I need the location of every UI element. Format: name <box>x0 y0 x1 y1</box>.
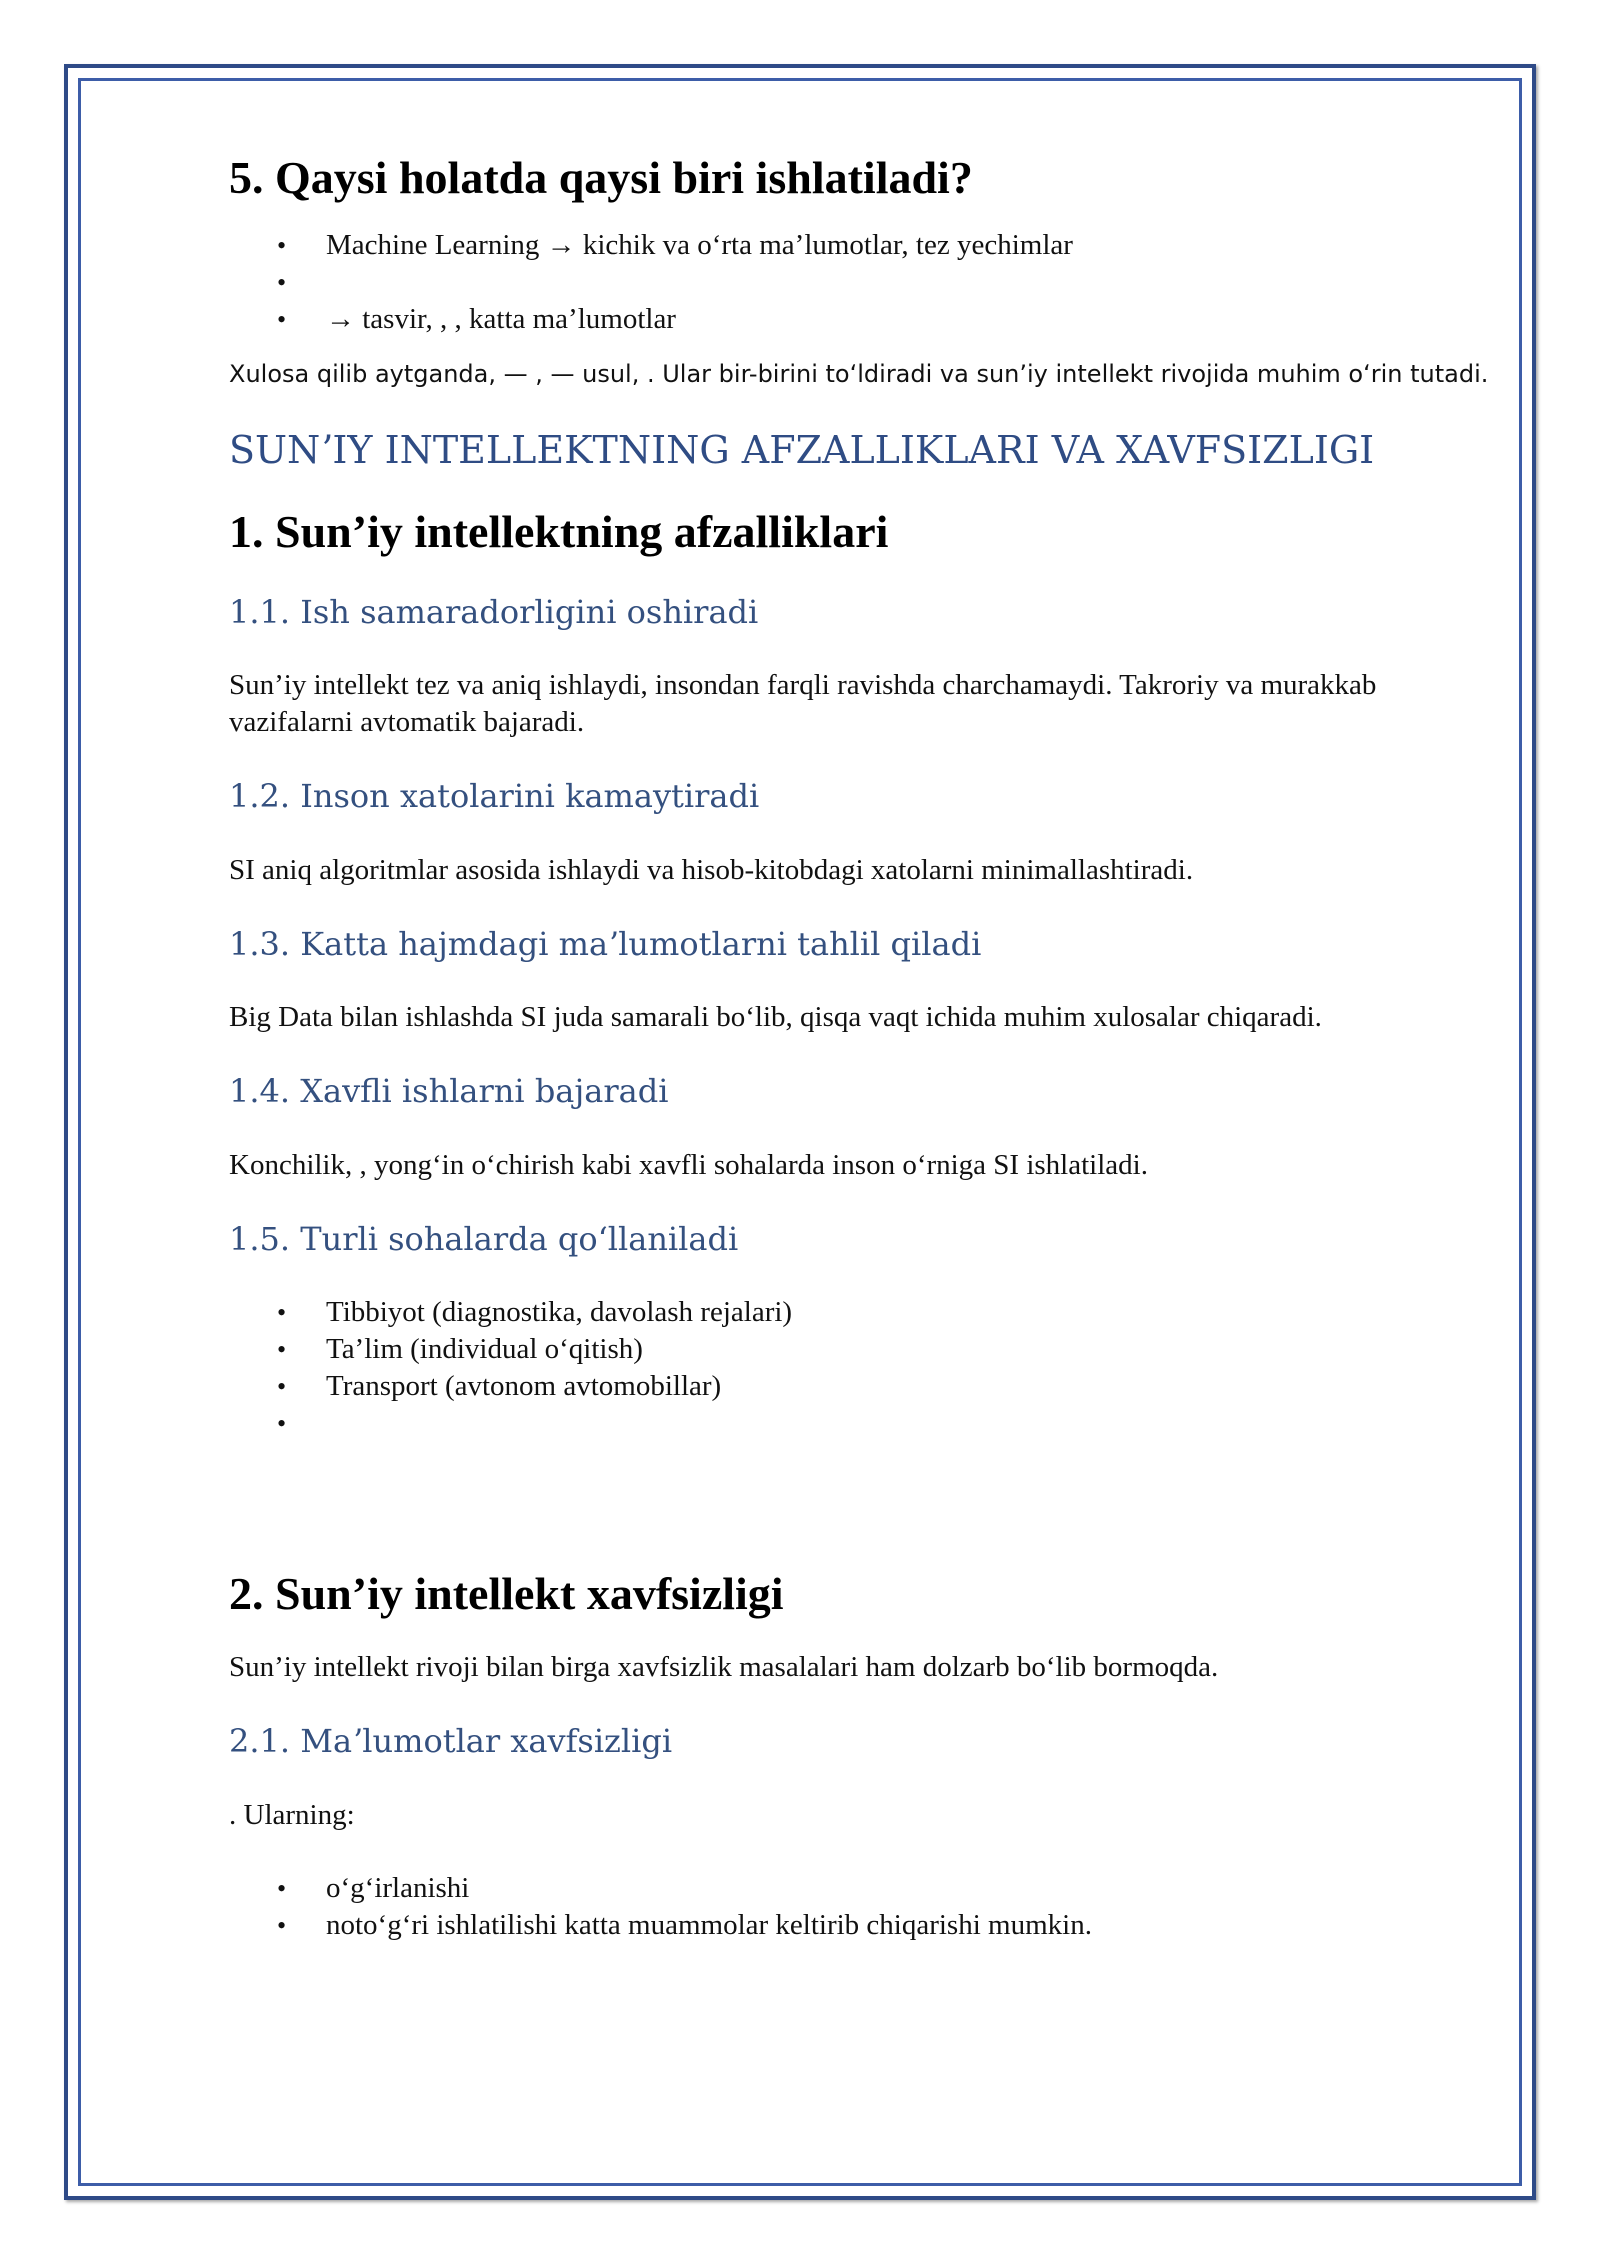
list-item: • Taʼlim (individual oʻqitish) <box>229 1331 1489 1368</box>
list-item: • → tasvir, , , katta maʼlumotlar <box>229 301 1489 338</box>
summary-paragraph: Xulosa qilib aytganda, — , — usul, . Ular bir-birini toʻldiradi va sunʼiy intellekt rivojida muhim oʻrin tutadi. <box>229 360 1489 389</box>
subsection-2-1-bullet-list <box>229 1870 1489 1944</box>
subsection-1-5-bullet-list <box>229 1294 1489 1442</box>
subsection-1-1-text: Sunʼiy intellekt tez va aniq ishlaydi, insondan farqli ravishda charchamaydi. Takroriy va murakkab vazifalarni avtomatik bajaradi. <box>229 669 1377 739</box>
list-item: • Tibbiyot (diagnostika, davolash rejalari) <box>229 1294 1489 1331</box>
subsection-1-3-text: Big Data bilan ishlashda SI juda samarali boʻlib, qisqa vaqt ichida muhim xulosalar chiqaradi. <box>229 1001 1322 1034</box>
subsection-1-4-text: Konchilik, , yongʻin oʻchirish kabi xavfli sohalarda inson oʻrniga SI ishlatiladi. <box>229 1148 1148 1181</box>
list-item: • Transport (avtonom avtomobillar) <box>229 1368 1489 1405</box>
main-title: SUNʼIY INTELLEKTNING AFZALLIKLARI VA XAVFSIZLIGI <box>229 428 1375 473</box>
list-item: • Machine Learning → kichik va oʻrta maʼlumotlar, tez yechimlar <box>229 227 1489 264</box>
subsection-1-3-title: 1.3. Katta hajmdagi maʼlumotlarni tahlil qiladi <box>229 924 982 963</box>
bullet-icon: • <box>277 268 287 298</box>
list-item <box>229 264 1489 301</box>
list-item <box>229 1405 1489 1442</box>
bullet-icon: • <box>277 1334 287 1364</box>
section-5-bullet-list <box>229 227 1489 338</box>
list-item: • oʻgʻirlanishi <box>229 1870 1489 1907</box>
bullet-icon: • <box>277 305 287 335</box>
bullet-icon: • <box>277 1408 287 1438</box>
subsection-1-5-title: 1.5. Turli sohalarda qoʻllaniladi <box>229 1219 739 1258</box>
bullet-icon: • <box>277 1910 287 1940</box>
document-content <box>229 150 1489 1944</box>
subsection-1-1-title: 1.1. Ish samaradorligini oshiradi <box>229 592 759 631</box>
subsection-1-4-title: 1.4. Xavfli ishlarni bajaradi <box>229 1072 669 1111</box>
part-2-heading: 2. Sunʼiy intellekt xavfsizligi <box>229 1567 784 1619</box>
subsection-2-1-title: 2.1. Maʼlumotlar xavfsizligi <box>229 1722 673 1761</box>
list-item: • notoʻgʻri ishlatilishi katta muammolar keltirib chiqarishi mumkin. <box>229 1907 1489 1944</box>
bullet-icon: • <box>277 1371 287 1401</box>
part-2-intro: Sunʼiy intellekt rivoji bilan birga xavfsizlik masalalari ham dolzarb boʻlib bormoqda. <box>229 1651 1219 1684</box>
subsection-2-1-text: . Ularning: <box>229 1798 355 1831</box>
part-1-heading: 1. Sunʼiy intellektning afzalliklari <box>229 505 889 557</box>
subsection-1-2-title: 1.2. Inson xatolarini kamaytiradi <box>229 777 760 816</box>
bullet-icon: • <box>277 1297 287 1327</box>
bullet-icon: • <box>277 231 287 261</box>
section-5-heading: 5. Qaysi holatda qaysi biri ishlatiladi? <box>229 152 973 203</box>
bullet-icon: • <box>277 1873 287 1903</box>
subsection-1-2-text: SI aniq algoritmlar asosida ishlaydi va hisob-kitobdagi xatolarni minimallashtiradi. <box>229 853 1194 886</box>
